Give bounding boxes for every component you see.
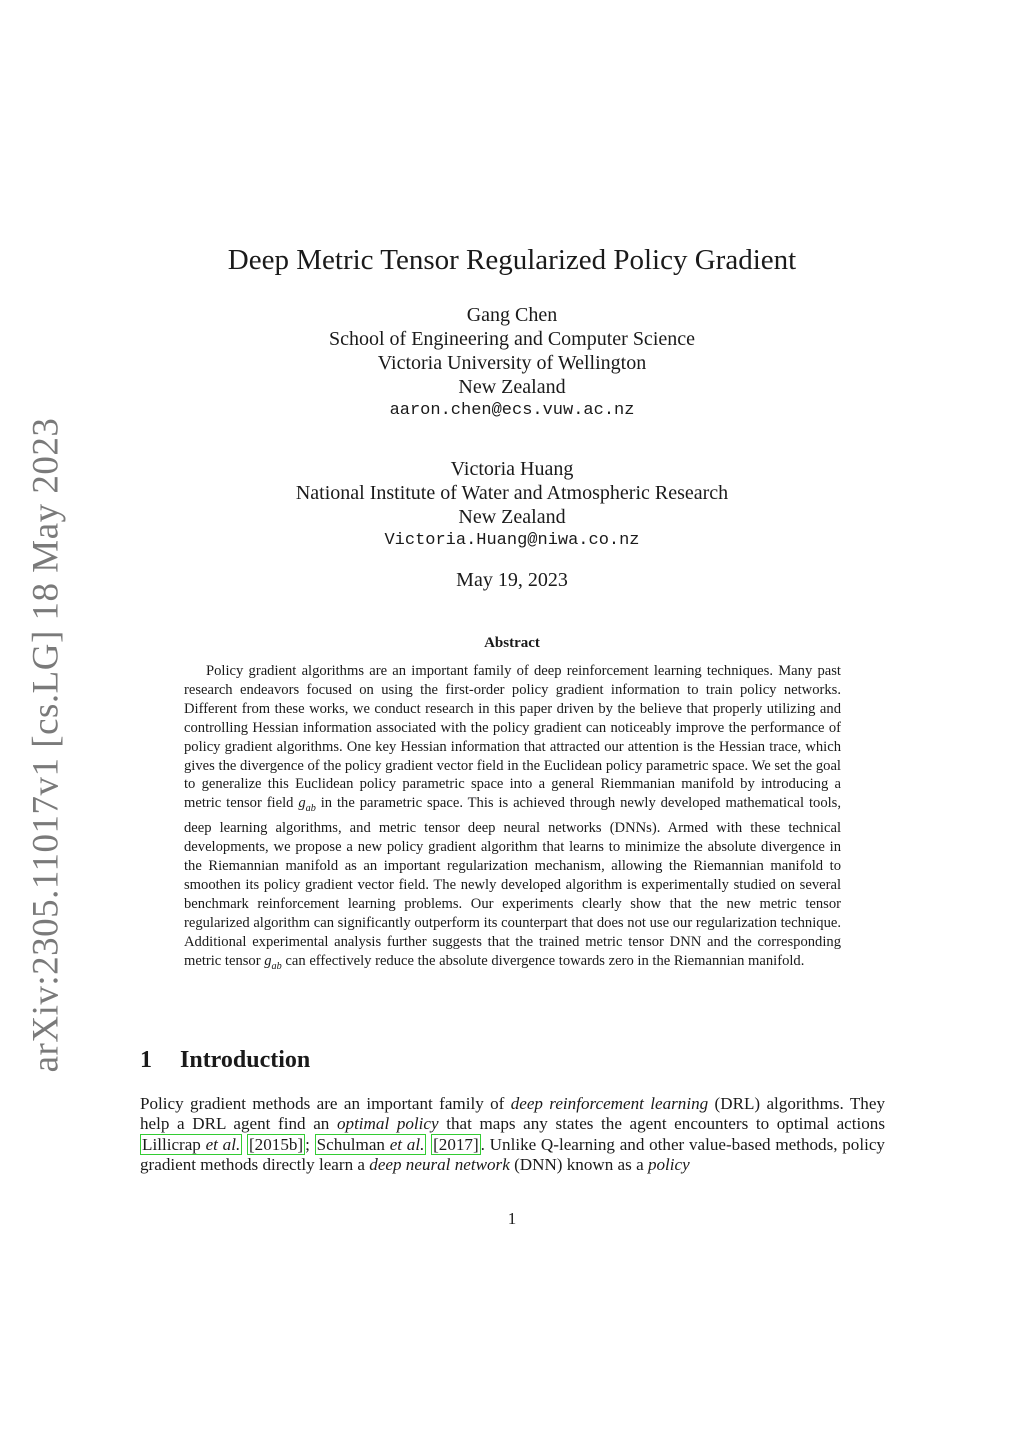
author-email[interactable]: Victoria.Huang@niwa.co.nz	[384, 531, 640, 550]
citation-year-schulman[interactable]: [2017]	[433, 1134, 479, 1154]
author-affiliation: New Zealand	[458, 506, 566, 528]
section-heading	[140, 1047, 310, 1074]
section-title: Introduction	[180, 1047, 311, 1073]
paper-title: Deep Metric Tensor Regularized Policy Gradient	[227, 244, 797, 276]
paper-date: May 19, 2023	[456, 569, 568, 591]
abstract-heading: Abstract	[484, 635, 540, 651]
abstract-part: Policy gradient algorithms are an important family of deep reinforcement learning techniques. Many past research endeavors focused on using the first-order policy gradient information to train policy networks. Different from these works, we conduct research in this paper driven by the believe that properly utilizing and controlling Hessian information associated with the policy gradient can noticeably improve the performance of policy gradient algorithms. One key Hessian information that attracted our attention is the Hessian trace, which gives the divergence of the policy gradient vector field in the Euclidean policy parametric space. We set the goal to generalize this Euclidean policy parametric space into a general Riemmanian manifold by introducing a metric tensor field	[184, 663, 841, 812]
intro-emphasis: deep reinforcement learning	[510, 1094, 709, 1113]
author-affiliation: Victoria University of Wellington	[377, 352, 647, 374]
abstract-text	[184, 662, 841, 976]
intro-emphasis: policy	[647, 1155, 690, 1175]
abstract-part: can effectively reduce the absolute divergence towards zero in the Riemannian manifold.	[285, 952, 805, 969]
citation-link-lillicrap[interactable]: Lillicrap et al.	[142, 1134, 241, 1154]
metric-symbol: $g_{ab}$	[298, 795, 316, 815]
citation-link-schulman[interactable]: Schulman et al.	[316, 1134, 425, 1154]
author-name: Gang Chen	[466, 304, 558, 326]
metric-symbol: $g_{ab}$	[264, 952, 282, 972]
abstract-part: in the parametric space. This is achieved through newly developed mathematical tools, deep learning algorithms, and metric tensor deep neural networks (DNNs). Armed with these technical developments, we propose a new policy gradient algorithm that learns to minimize the absolute divergence in the Riemannian manifold as an important regularization mechanism, allowing the Riemannian manifold to smoothen its policy gradient vector field. The newly developed algorithm is experimentally studied on several benchmark reinforcement learning problems. Our experiments clearly show that the new metric tensor regularized algorithm can significantly outperform its counterpart that does not use our regularization technique. Additional experimental analysis further suggests that the trained metric tensor DNN and the corresponding metric tensor	[184, 795, 842, 969]
intro-paragraph: Policy gradient methods are an important family of deep reinforcement learning (DRL) algorithms. They help a DRL agent find an optimal policy that maps any states the agent encounters to optimal actions Lillicrap et al. [2015b] ; Schulman et al. [2017] . Unlike Q-learning and other value-based methods, policy gradient methods directly learn a deep neural network (DNN) known as a policy	[140, 1094, 886, 1175]
citation-year-lillicrap[interactable]: [2015b]	[248, 1134, 304, 1154]
author-email[interactable]: aaron.chen@ecs.vuw.ac.nz	[389, 401, 635, 420]
intro-emphasis: optimal policy	[336, 1114, 439, 1134]
author-block-1	[0, 303, 1024, 423]
author-affiliation: School of Engineering and Computer Science	[328, 328, 695, 350]
author-block-2	[0, 457, 1024, 553]
author-name: Victoria Huang	[450, 458, 574, 480]
author-affiliation: National Institute of Water and Atmospheric Research	[295, 482, 729, 504]
author-affiliation: New Zealand	[458, 376, 566, 398]
section-number: 1	[140, 1047, 152, 1073]
arxiv-stamp: arXiv:2305.11017v1 [cs.LG] 18 May 2023	[25, 417, 67, 1073]
page-number: 1	[507, 1209, 517, 1228]
intro-emphasis: deep neural network	[369, 1155, 510, 1175]
